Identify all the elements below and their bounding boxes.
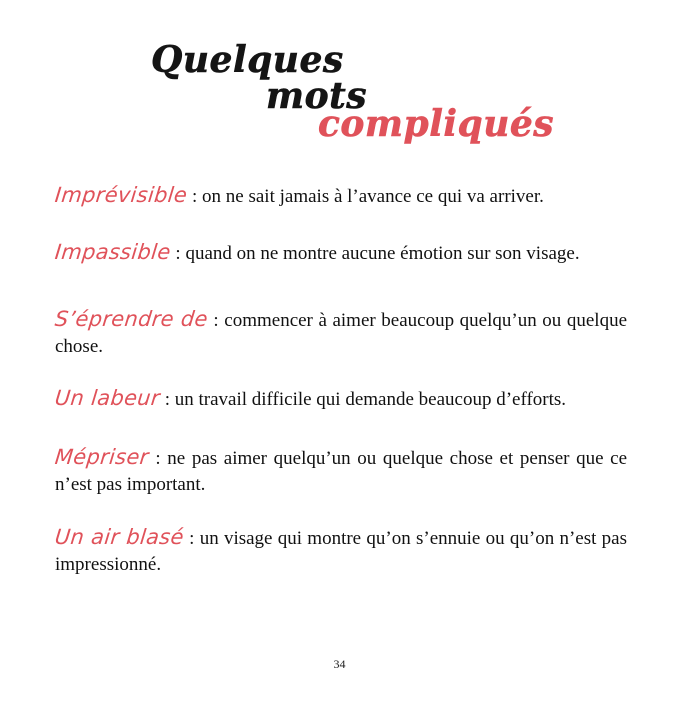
vocabulary-entry (55, 306, 627, 360)
entry-separator: : (170, 243, 186, 264)
entry-definition: commencer à aimer beaucoup quelqu’un ou quelque chose. (55, 310, 627, 357)
title-line-2: mots (266, 75, 367, 117)
page-number: 34 (333, 657, 346, 671)
entry-term: Un air blasé (53, 525, 186, 549)
entry-term: S’éprendre de (53, 307, 210, 331)
entry-definition: on ne sait jamais à l’avance ce qui va arriver. (202, 186, 544, 207)
vocabulary-entry (55, 182, 627, 210)
entry-separator: : (148, 448, 168, 469)
entry-definition: un visage qui montre qu’on s’ennuie ou qu’on n’est pas impressionné. (55, 528, 627, 575)
entry-definition: ne pas aimer quelqu’un ou quelque chose et penser que ce n’est pas important. (55, 448, 628, 495)
entry-term: Un labeur (53, 386, 162, 410)
entry-term: Imprévisible (53, 183, 189, 207)
title-line-1: Quelques (151, 39, 344, 81)
title-line-3: compliqués (318, 103, 555, 145)
vocabulary-entry (55, 444, 627, 498)
entry-definition: quand on ne montre aucune émotion sur son visage. (185, 243, 580, 264)
entry-separator: : (183, 528, 200, 549)
entry-separator: : (159, 389, 175, 410)
entry-term: Impassible (53, 240, 172, 264)
entry-separator: : (207, 310, 225, 331)
vocabulary-entry (55, 385, 627, 413)
entry-separator: : (187, 186, 203, 207)
vocabulary-entry (55, 524, 627, 578)
entry-definition: un travail difficile qui demande beaucoup d’efforts. (174, 389, 567, 410)
entry-term: Mépriser (53, 445, 150, 469)
vocabulary-entry (55, 239, 627, 267)
